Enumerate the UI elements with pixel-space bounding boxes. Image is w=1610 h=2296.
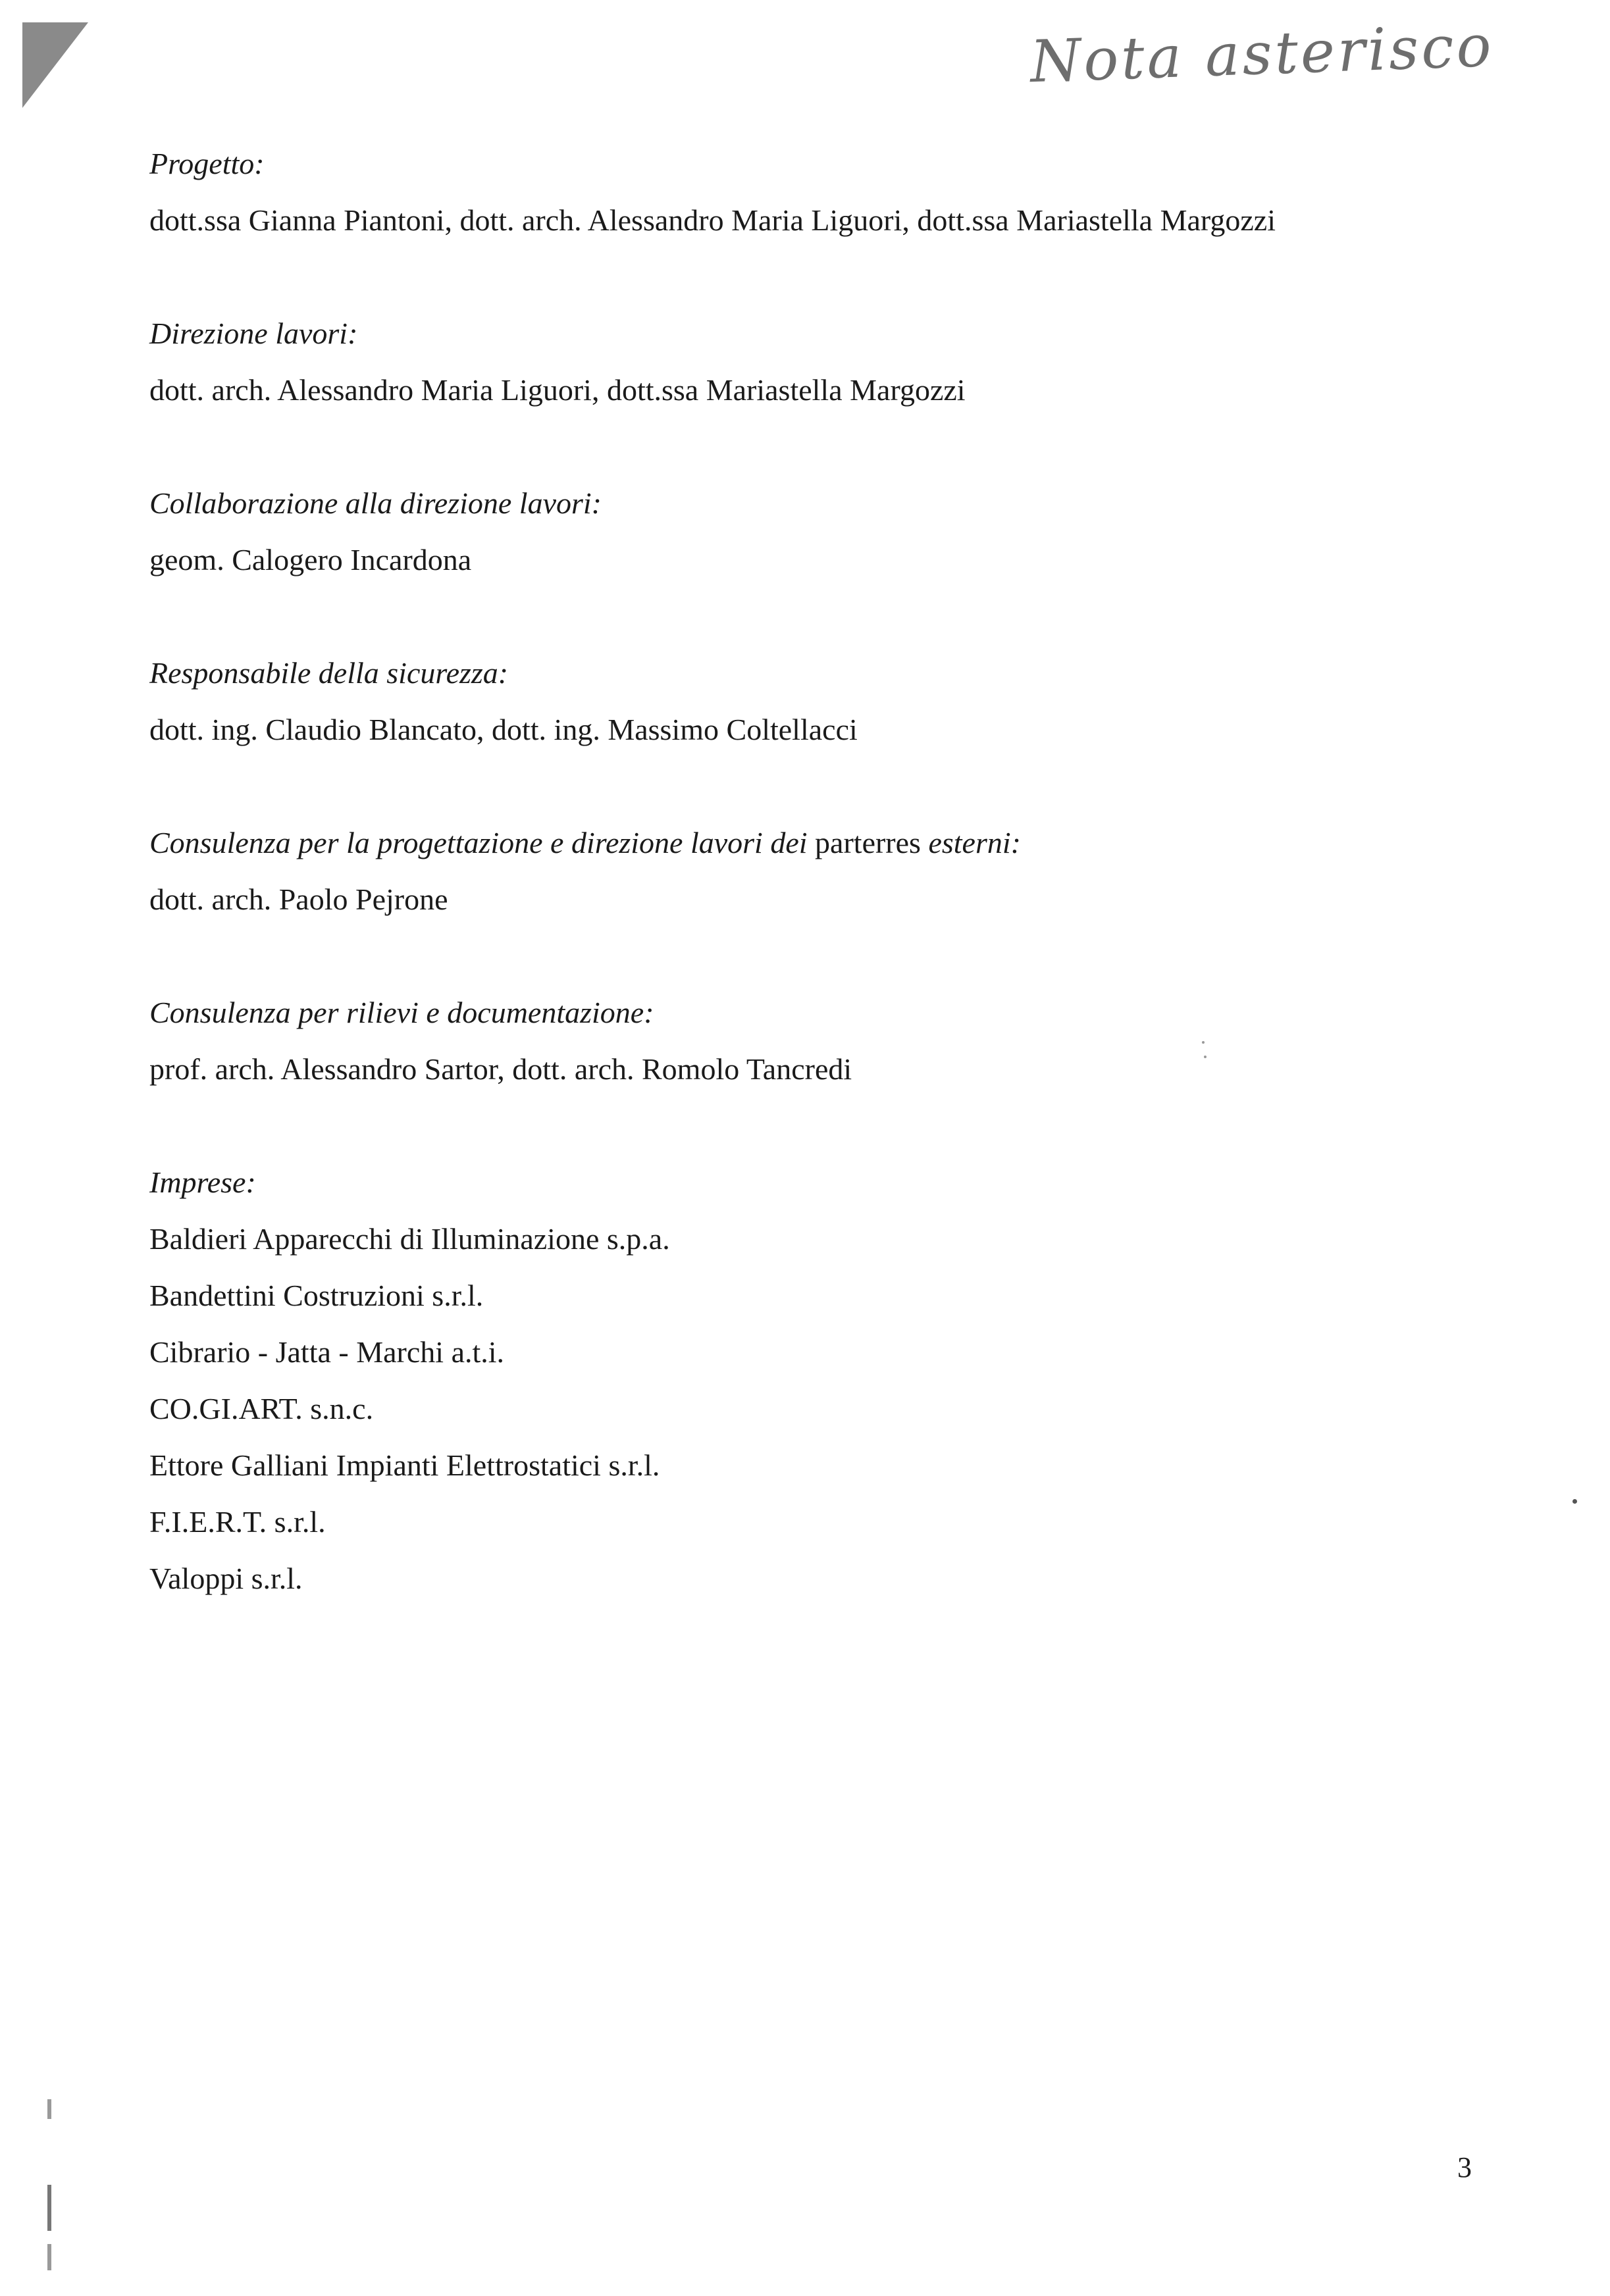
scan-margin-mark — [47, 2185, 51, 2231]
scan-speck — [1204, 1056, 1207, 1058]
page-corner-fold — [22, 22, 88, 108]
company-item: Ettore Galliani Impianti Elettrostatici s.r.l. — [149, 1448, 660, 1482]
handwritten-note: Nota asterisco — [1029, 11, 1495, 96]
section-line: prof. arch. Alessandro Sartor, dott. arch. Romolo Tancredi — [149, 1052, 852, 1086]
section-heading: Imprese: — [149, 1165, 256, 1199]
scan-speck — [1202, 1041, 1205, 1044]
section-heading: Direzione lavori: — [149, 317, 358, 350]
company-item: Baldieri Apparecchi di Illuminazione s.p.a. — [149, 1222, 670, 1256]
section-progetto — [149, 136, 1466, 249]
company-item: F.I.E.R.T. s.r.l. — [149, 1505, 326, 1539]
company-item: Cibrario - Jatta - Marchi a.t.i. — [149, 1335, 505, 1369]
section-line: dott. arch. Alessandro Maria Liguori, dott.ssa Mariastella Margozzi — [149, 373, 966, 407]
scan-speck — [1572, 1499, 1577, 1504]
company-item: Valoppi s.r.l. — [149, 1562, 303, 1595]
company-item: CO.GI.ART. s.n.c. — [149, 1392, 374, 1425]
section-heading — [149, 815, 1466, 871]
section-line: dott.ssa Gianna Piantoni, dott. arch. Alessandro Maria Liguori, dott.ssa Mariastella Margozzi — [149, 203, 1276, 237]
section-line: dott. arch. Paolo Pejrone — [149, 882, 448, 916]
section-heading: Responsabile della sicurezza: — [149, 656, 509, 690]
section-heading: Progetto: — [149, 147, 265, 180]
section-line: dott. ing. Claudio Blancato, dott. ing. Massimo Coltellacci — [149, 713, 858, 746]
document-body — [149, 136, 1466, 1664]
heading-part: esterni: — [928, 826, 1021, 859]
scan-margin-mark — [47, 2099, 51, 2119]
scan-margin-mark — [47, 2244, 51, 2270]
section-heading: Collaborazione alla direzione lavori: — [149, 486, 602, 520]
page-number: 3 — [1457, 2151, 1472, 2183]
section-imprese — [149, 1154, 1466, 1607]
section-collaborazione — [149, 475, 1466, 588]
section-consulenza-parterres — [149, 815, 1466, 928]
heading-part: Consulenza per la progettazione e direzione lavori dei — [149, 826, 808, 859]
heading-part-upright: parterres — [815, 826, 921, 859]
section-line: geom. Calogero Incardona — [149, 543, 472, 576]
section-direzione-lavori — [149, 305, 1466, 419]
section-sicurezza — [149, 645, 1466, 758]
section-consulenza-rilievi — [149, 984, 1466, 1098]
section-heading: Consulenza per rilievi e documentazione: — [149, 996, 654, 1029]
company-item: Bandettini Costruzioni s.r.l. — [149, 1279, 484, 1312]
